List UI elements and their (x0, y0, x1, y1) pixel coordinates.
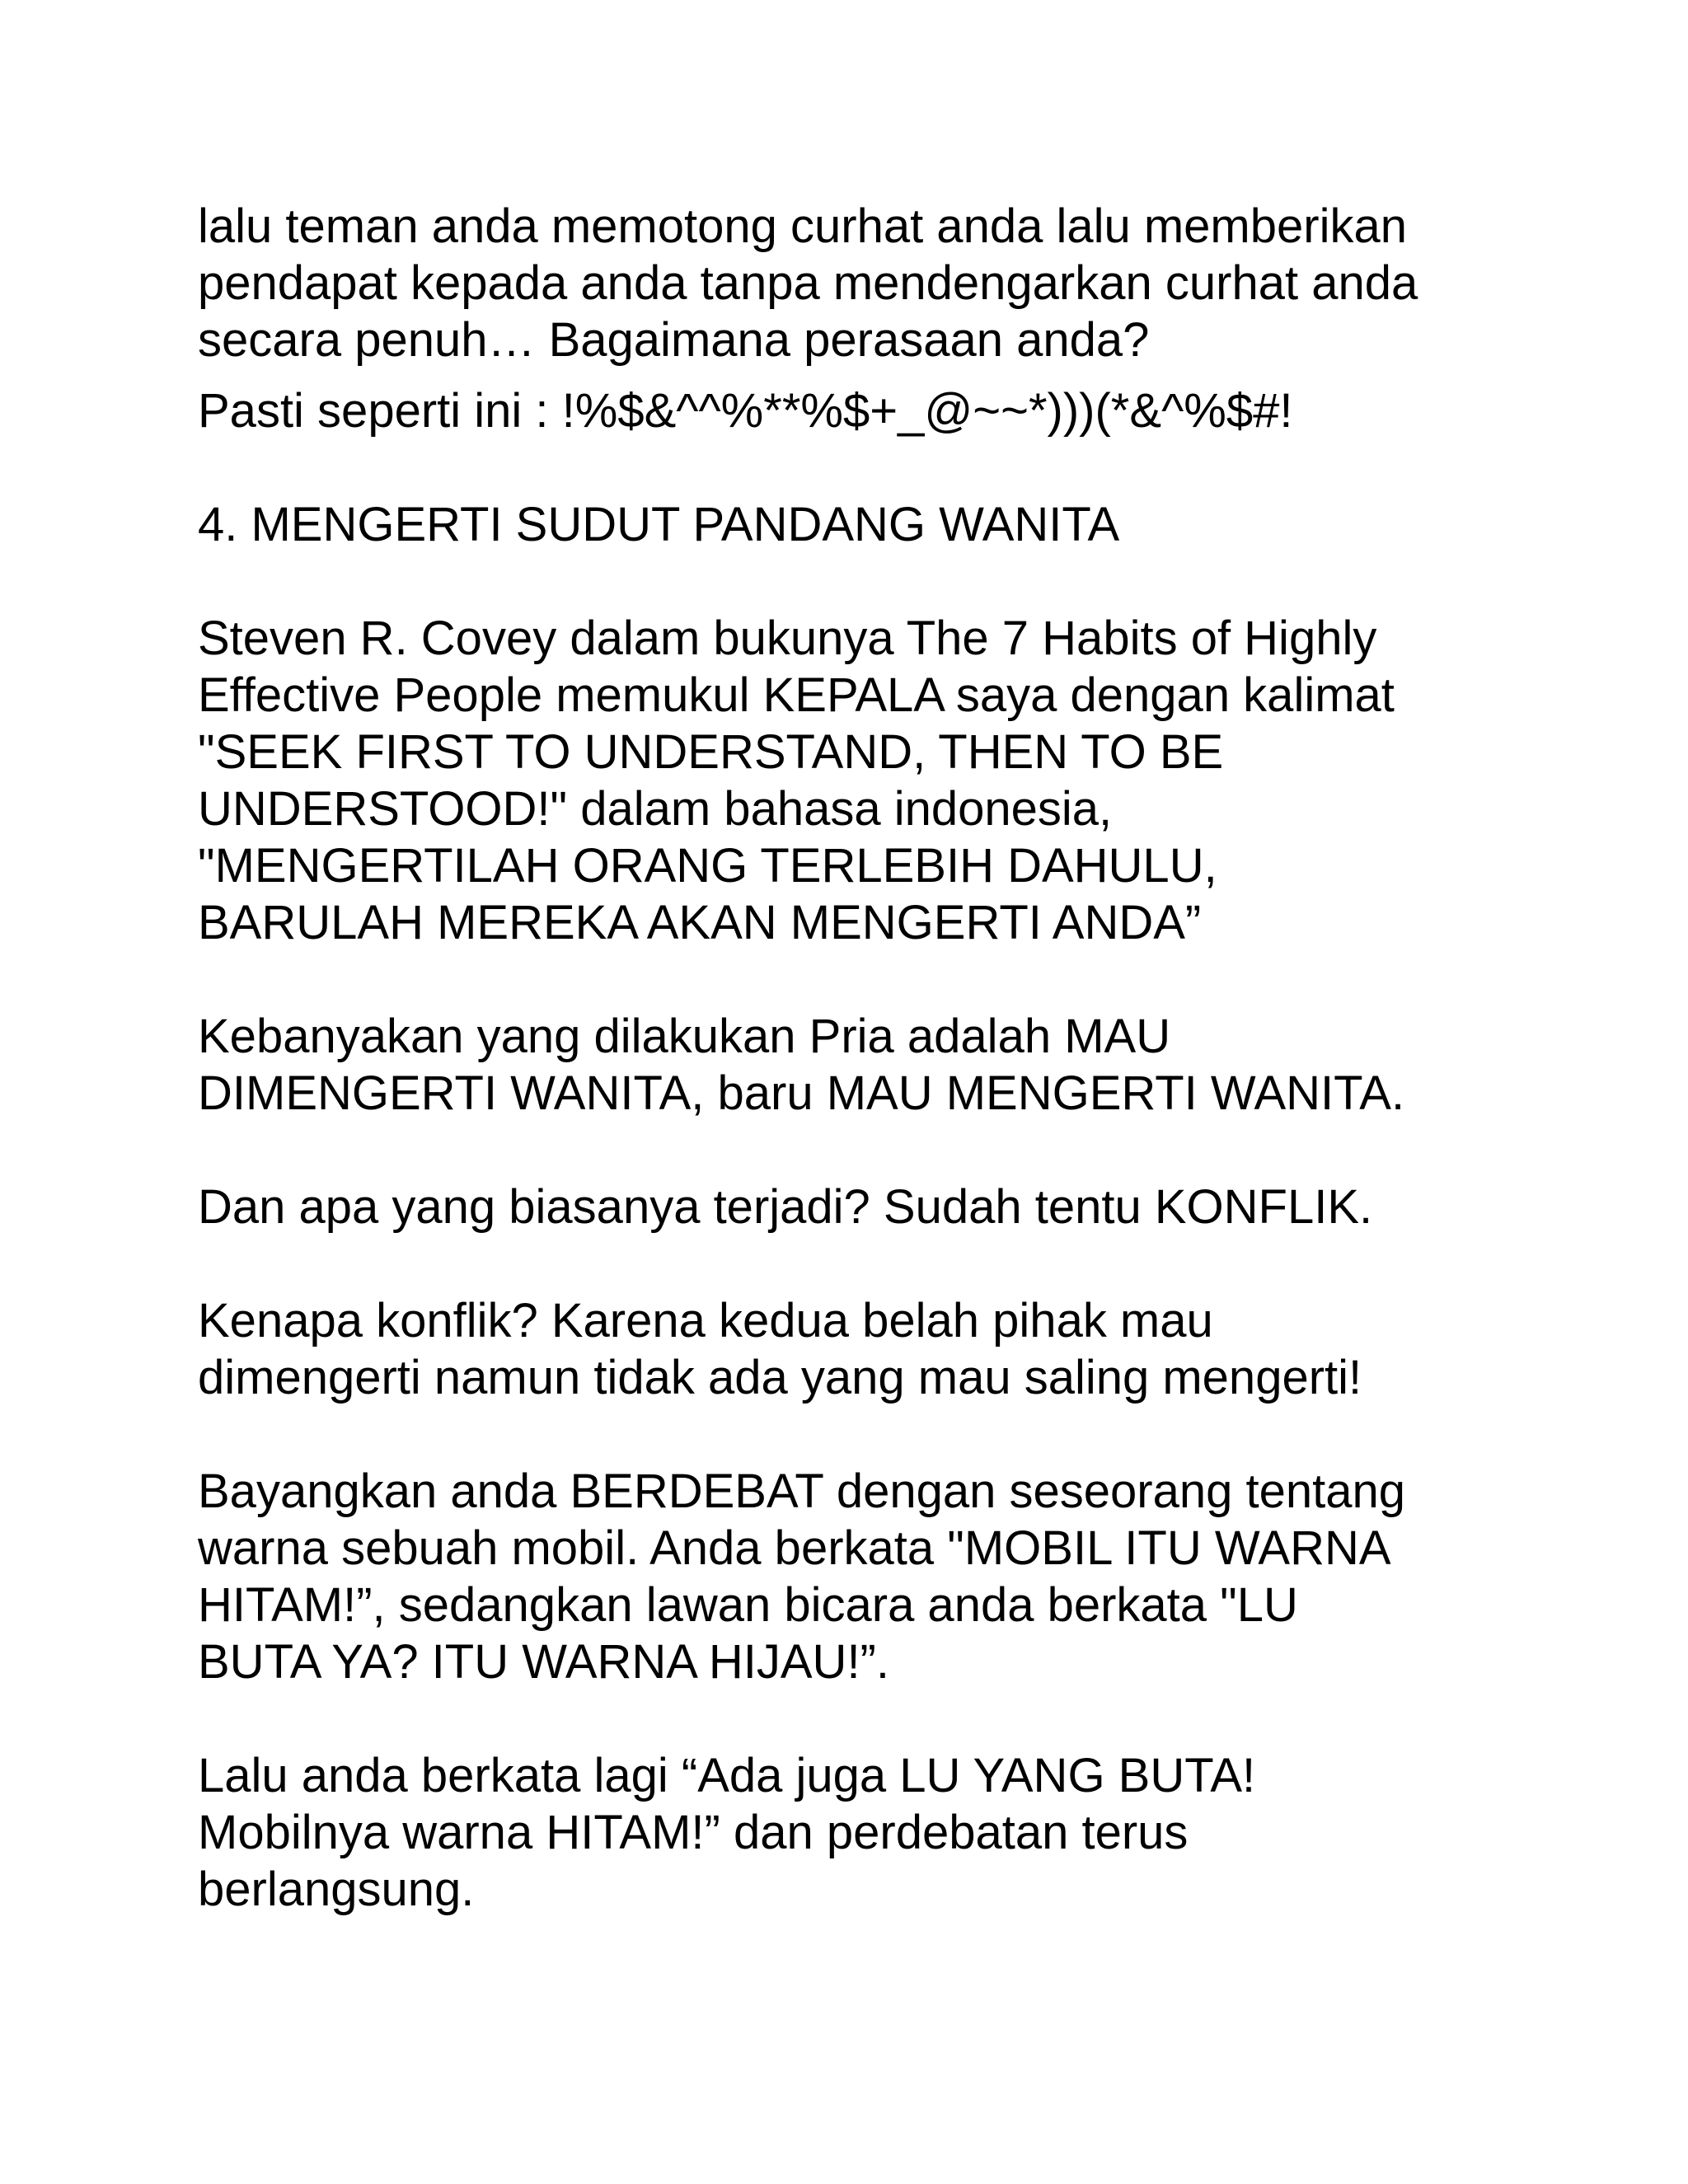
paragraph-lalu (198, 1747, 1550, 1918)
text-line: lalu teman anda memotong curhat anda lalu memberikan (198, 199, 1407, 253)
text-line: Dan apa yang biasanya terjadi? Sudah tentu KONFLIK. (198, 1180, 1373, 1234)
paragraph-symbols (198, 382, 1550, 439)
paragraph-konflik (198, 1179, 1550, 1235)
text-line: Kenapa konflik? Karena kedua belah pihak mau (198, 1294, 1213, 1347)
paragraph-berdebat (198, 1463, 1550, 1690)
section-heading (198, 496, 1550, 553)
text-line: BUTA YA? ITU WARNA HIJAU!”. (198, 1635, 889, 1689)
text-line: warna sebuah mobil. Anda berkata "MOBIL ITU WARNA (198, 1521, 1391, 1575)
text-line: Bayangkan anda BERDEBAT dengan seseorang tentang (198, 1465, 1406, 1518)
text-line: Kebanyakan yang dilakukan Pria adalah MAU (198, 1010, 1171, 1063)
paragraph-kenapa (198, 1292, 1550, 1406)
text-line: Effective People memukul KEPALA saya dengan kalimat (198, 668, 1395, 722)
text-line: "MENGERTILAH ORANG TERLEBIH DAHULU, (198, 839, 1217, 893)
text-line: Mobilnya warna HITAM!” dan perdebatan terus (198, 1806, 1189, 1859)
text-line: secara penuh… Bagaimana perasaan anda? (198, 313, 1150, 367)
paragraph-pria (198, 1008, 1550, 1122)
text-line: Steven R. Covey dalam bukunya The 7 Habits of Highly (198, 612, 1377, 665)
text-line: Lalu anda berkata lagi “Ada juga LU YANG BUTA! (198, 1749, 1256, 1802)
text-line: dimengerti namun tidak ada yang mau saling mengerti! (198, 1351, 1362, 1404)
paragraph-curhat (198, 198, 1550, 368)
text-line: Pasti seperti ini : !%$&^^%**%$+_@~~*)))(*&^%$#! (198, 384, 1293, 438)
text-line: BARULAH MEREKA AKAN MENGERTI ANDA” (198, 896, 1202, 949)
text-line: UNDERSTOOD!" dalam bahasa indonesia, (198, 782, 1113, 836)
paragraph-covey (198, 610, 1550, 951)
text-line: pendapat kepada anda tanpa mendengarkan curhat anda (198, 256, 1418, 310)
document-body (198, 198, 1550, 1918)
heading-text: 4. MENGERTI SUDUT PANDANG WANITA (198, 498, 1120, 551)
text-line: berlangsung. (198, 1863, 475, 1916)
text-line: DIMENGERTI WANITA, baru MAU MENGERTI WANITA. (198, 1066, 1405, 1120)
text-line: HITAM!”, sedangkan lawan bicara anda berkata "LU (198, 1578, 1298, 1632)
text-line: "SEEK FIRST TO UNDERSTAND, THEN TO BE (198, 725, 1224, 779)
